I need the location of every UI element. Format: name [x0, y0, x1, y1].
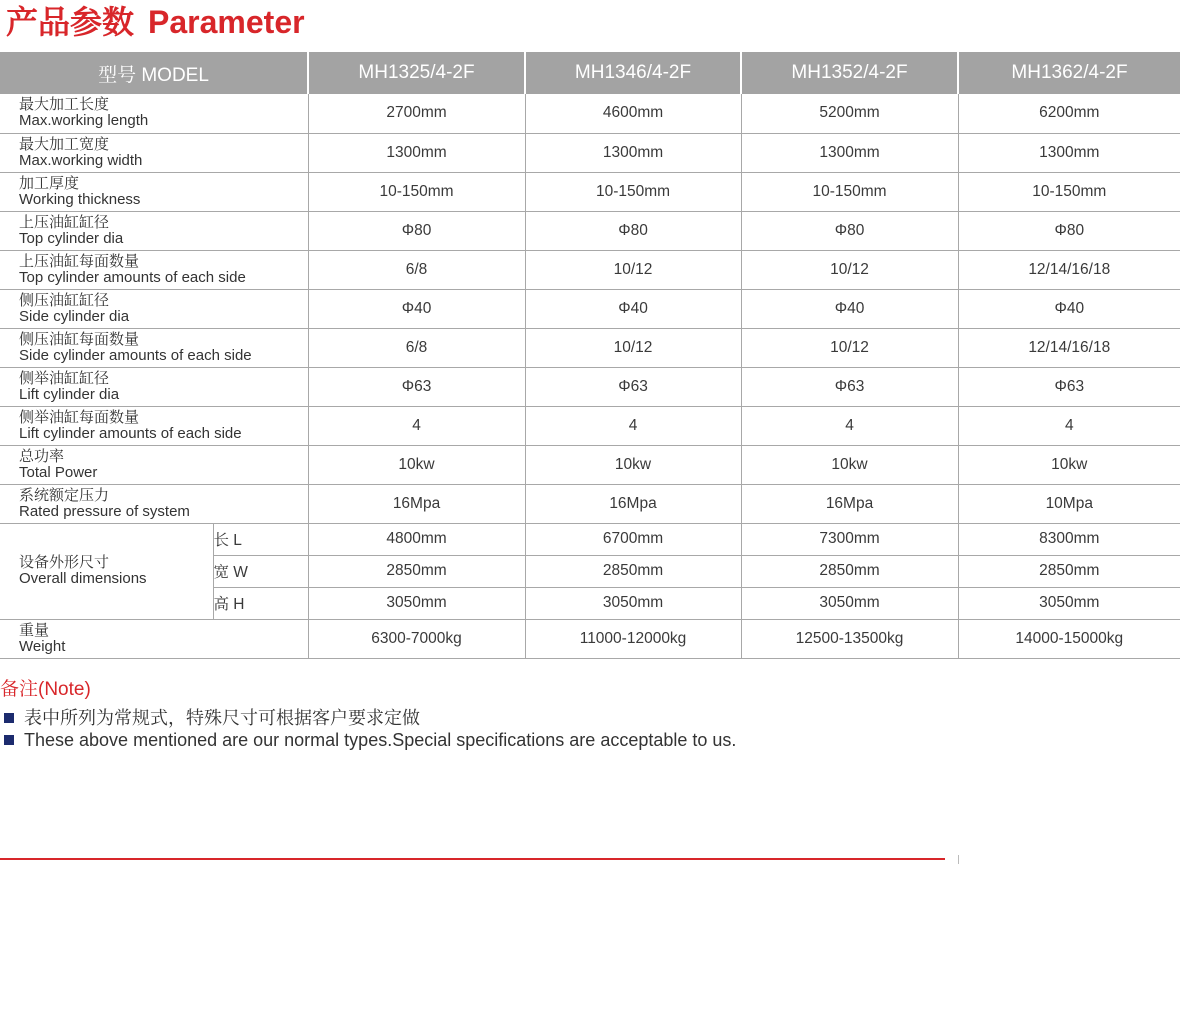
- row-label: [0, 289, 308, 328]
- note-item-en: [4, 730, 736, 751]
- row-label-en: Weight: [19, 637, 66, 655]
- table-row: [0, 289, 1180, 328]
- table-cell: 3050mm: [958, 587, 1180, 619]
- table-cell: Φ40: [741, 289, 958, 328]
- table-cell: 10-150mm: [741, 172, 958, 211]
- table-cell: 1300mm: [741, 133, 958, 172]
- table-cell: 10/12: [741, 328, 958, 367]
- row-label: [0, 133, 308, 172]
- table-cell: 10kw: [958, 445, 1180, 484]
- row-label-cn: 最大加工宽度: [19, 135, 110, 153]
- model-header-1: MH1325/4-2F: [308, 52, 525, 94]
- row-label: [0, 367, 308, 406]
- table-row: [0, 250, 1180, 289]
- table-cell: 6/8: [308, 328, 525, 367]
- table-cell: 4800mm: [308, 523, 525, 555]
- page-title-cn: 产品参数: [6, 4, 135, 40]
- row-label: [0, 445, 308, 484]
- row-label: [0, 484, 308, 523]
- table-cell: 11000-12000kg: [525, 619, 741, 658]
- row-label-en: Total Power: [19, 463, 98, 481]
- table-cell: 2850mm: [525, 555, 741, 587]
- table-cell: 3050mm: [525, 587, 741, 619]
- table-cell: 4: [525, 406, 741, 445]
- row-label-cn: 侧压油缸缸径: [19, 291, 110, 309]
- table-cell: Φ40: [958, 289, 1180, 328]
- table-row: [0, 328, 1180, 367]
- table-cell: 3050mm: [741, 587, 958, 619]
- table-cell: Φ40: [308, 289, 525, 328]
- square-bullet-icon: [4, 713, 14, 723]
- table-cell: 12/14/16/18: [958, 250, 1180, 289]
- table-cell: 1300mm: [958, 133, 1180, 172]
- table-cell: 16Mpa: [525, 484, 741, 523]
- table-cell: 6300-7000kg: [308, 619, 525, 658]
- table-cell: Φ80: [741, 211, 958, 250]
- table-cell: 4600mm: [525, 94, 741, 133]
- table-cell: 10kw: [741, 445, 958, 484]
- table-cell: 10kw: [525, 445, 741, 484]
- table-cell: 4: [958, 406, 1180, 445]
- table-cell: 10-150mm: [958, 172, 1180, 211]
- note-text: These above mentioned are our normal types.Special specifications are acceptable to us.: [24, 730, 737, 750]
- table-cell: 10-150mm: [525, 172, 741, 211]
- table-row: [0, 445, 1180, 484]
- table-cell: Φ63: [308, 367, 525, 406]
- model-header-4: MH1362/4-2F: [958, 52, 1180, 94]
- row-label-en: Lift cylinder dia: [19, 385, 120, 403]
- row-label: [0, 211, 308, 250]
- row-label-en: Top cylinder amounts of each side: [19, 268, 246, 286]
- row-label-en: Top cylinder dia: [19, 229, 124, 247]
- row-label-en: Rated pressure of system: [19, 502, 190, 520]
- parameter-table: [0, 52, 1180, 659]
- table-cell: Φ80: [525, 211, 741, 250]
- note-item-cn: [4, 704, 420, 730]
- row-label: [0, 406, 308, 445]
- page-title-en: Parameter: [148, 4, 305, 40]
- table-cell: Φ40: [525, 289, 741, 328]
- row-label: [0, 172, 308, 211]
- table-row: [0, 484, 1180, 523]
- table-row: [0, 523, 1180, 555]
- row-label-cn: 侧举油缸每面数量: [19, 408, 140, 426]
- row-label-cn: 上压油缸每面数量: [19, 252, 140, 270]
- row-label-cn: 系统额定压力: [19, 486, 110, 504]
- table-row: [0, 619, 1180, 658]
- page-title: [6, 2, 305, 42]
- table-cell: 16Mpa: [308, 484, 525, 523]
- table-cell: 6/8: [308, 250, 525, 289]
- row-label-cn: 加工厚度: [19, 174, 80, 192]
- dimension-height-label: 高 H: [213, 587, 308, 619]
- table-cell: 6700mm: [525, 523, 741, 555]
- table-row: [0, 94, 1180, 133]
- table-cell: 1300mm: [308, 133, 525, 172]
- table-cell: 2700mm: [308, 94, 525, 133]
- table-cell: 8300mm: [958, 523, 1180, 555]
- table-cell: 16Mpa: [741, 484, 958, 523]
- table-cell: 10/12: [525, 250, 741, 289]
- row-label-cn: 侧举油缸缸径: [19, 369, 110, 387]
- table-cell: 14000-15000kg: [958, 619, 1180, 658]
- row-label-cn: 设备外形尺寸: [19, 554, 110, 571]
- table-cell: 12/14/16/18: [958, 328, 1180, 367]
- table-cell: 6200mm: [958, 94, 1180, 133]
- table-cell: 2850mm: [741, 555, 958, 587]
- note-text: 表中所列为常规式，特殊尺寸可根据客户要求定做: [24, 708, 420, 728]
- table-cell: 7300mm: [741, 523, 958, 555]
- model-header-3: MH1352/4-2F: [741, 52, 958, 94]
- row-label-en: Max.working width: [19, 151, 143, 169]
- row-label-en: Max.working length: [19, 112, 149, 130]
- red-divider: [0, 858, 945, 860]
- table-cell: 10kw: [308, 445, 525, 484]
- table-cell: 10/12: [741, 250, 958, 289]
- row-label-en: Lift cylinder amounts of each side: [19, 424, 242, 442]
- table-cell: 10-150mm: [308, 172, 525, 211]
- table-row: [0, 367, 1180, 406]
- table-cell: Φ80: [308, 211, 525, 250]
- table-cell: 3050mm: [308, 587, 525, 619]
- row-label-en: Side cylinder dia: [19, 307, 130, 325]
- model-header-2: MH1346/4-2F: [525, 52, 741, 94]
- dimensions-label: [0, 523, 213, 619]
- row-label-cn: 上压油缸缸径: [19, 213, 110, 231]
- table-cell: Φ63: [741, 367, 958, 406]
- row-label-en: Overall dimensions: [19, 570, 147, 587]
- table-cell: 2850mm: [308, 555, 525, 587]
- dimension-length-label: 长 L: [213, 523, 308, 555]
- table-cell: 1300mm: [525, 133, 741, 172]
- row-label: [0, 250, 308, 289]
- row-label: [0, 328, 308, 367]
- table-cell: 10/12: [525, 328, 741, 367]
- table-row: [0, 172, 1180, 211]
- row-label: [0, 94, 308, 133]
- row-label-cn: 重量: [19, 621, 50, 639]
- table-cell: 4: [741, 406, 958, 445]
- table-cell: 4: [308, 406, 525, 445]
- row-label-cn: 最大加工长度: [19, 96, 110, 114]
- row-label-en: Side cylinder amounts of each side: [19, 346, 252, 364]
- model-header: 型号 MODEL: [0, 52, 308, 94]
- table-row: [0, 211, 1180, 250]
- square-bullet-icon: [4, 735, 14, 745]
- table-header-row: [0, 52, 1180, 94]
- dimension-width-label: 宽 W: [213, 555, 308, 587]
- row-label-en: Working thickness: [19, 190, 141, 208]
- row-label-cn: 侧压油缸每面数量: [19, 330, 140, 348]
- divider-tick: [958, 855, 959, 864]
- table-cell: 2850mm: [958, 555, 1180, 587]
- row-label-cn: 总功率: [19, 447, 65, 465]
- weight-label: [0, 619, 308, 658]
- table-row: [0, 406, 1180, 445]
- table-cell: Φ80: [958, 211, 1180, 250]
- table-cell: 5200mm: [741, 94, 958, 133]
- table-row: [0, 133, 1180, 172]
- note-title: 备注(Note): [0, 679, 91, 700]
- table-cell: Φ63: [525, 367, 741, 406]
- table-cell: 10Mpa: [958, 484, 1180, 523]
- table-cell: 12500-13500kg: [741, 619, 958, 658]
- table-cell: Φ63: [958, 367, 1180, 406]
